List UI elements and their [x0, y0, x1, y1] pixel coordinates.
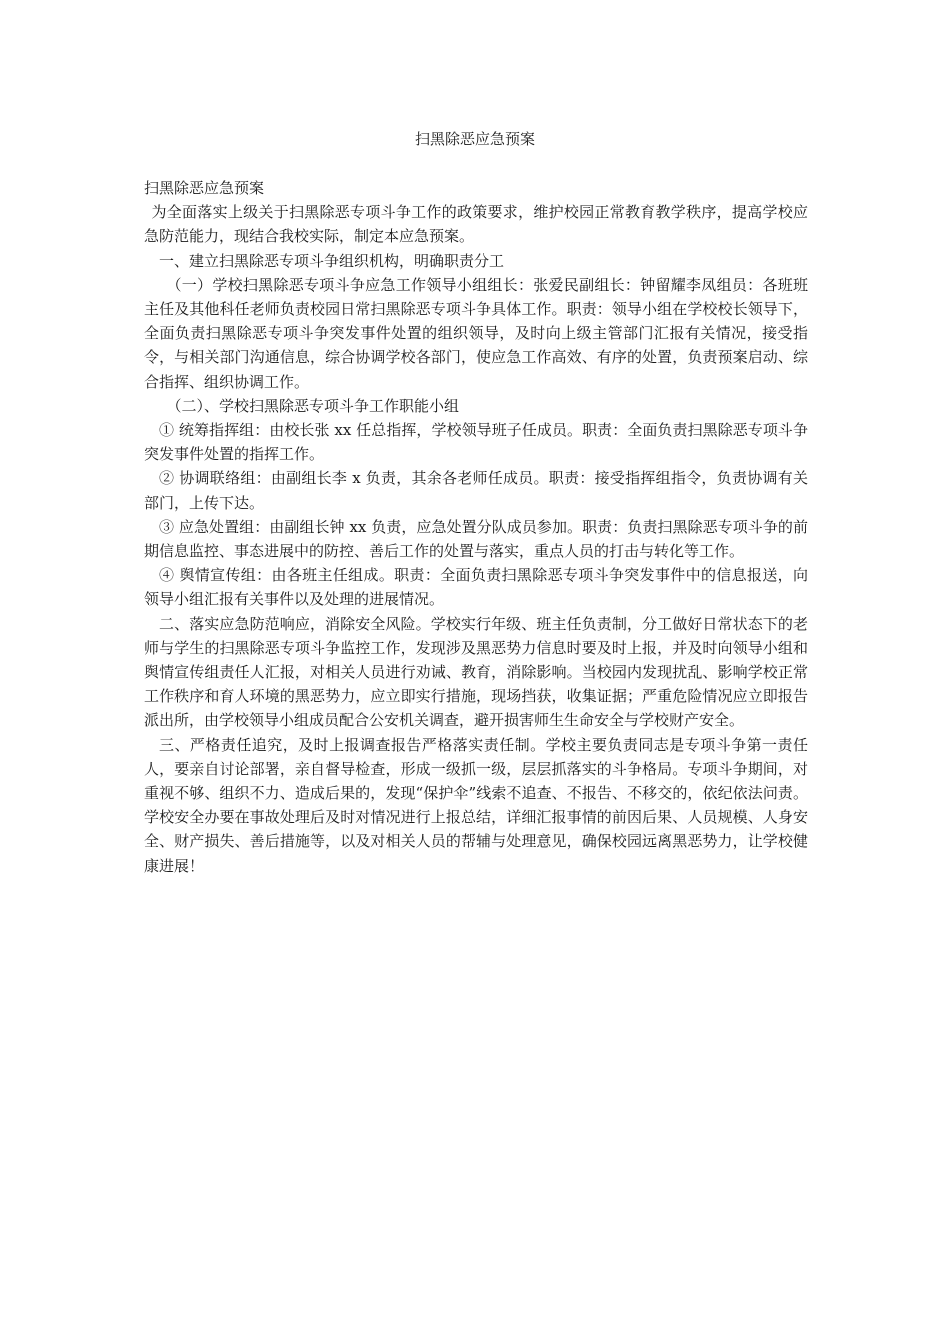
command-group-paragraph: ① 统筹指挥组：由校长张 xx 任总指挥，学校领导班子任成员。职责：全面负责扫黑除恶专项斗争突发事件处置的指挥工作。	[144, 421, 808, 464]
document-title: 扫黑除恶应急预案	[414, 130, 535, 148]
section-three-paragraph: 三、严格责任追究，及时上报调查报告严格落实责任制。学校主要负责同志是专项斗争第一责任人，要亲自讨论部署，亲自督导检查，形成一级抓一级，层层抓落实的斗争格局。专项斗争期间，对重视不够、组织不力、造成后果的，发现“保护伞”线索不追查、不报告、不移交的，依纪依法问责。学校安全办要在事故处理后及时对情况进行上报总结，详细汇报事情的前因后果、人员规模、人身安全、财产损失、善后措施等，以及对相关人员的帮辅与处理意见，确保校园远离黑恶势力，让学校健康进展！	[144, 735, 808, 875]
response-group-paragraph: ③ 应急处置组：由副组长钟 xx 负责，应急处置分队成员参加。职责：负责扫黑除恶专项斗争的前期信息监控、事态进展中的防控、善后工作的处置与落实，重点人员的打击与转化等工作。	[144, 517, 808, 561]
section-one-heading: 一、建立扫黑除恶专项斗争组织机构，明确职责分工	[159, 251, 505, 270]
functional-groups-heading: （二）、学校扫黑除恶专项斗争工作职能小组	[166, 396, 460, 415]
liaison-group-paragraph: ② 协调联络组：由副组长李 x 负责，其余各老师任成员。职责：接受指挥组指令，负责协调有关部门，上传下达。	[144, 469, 808, 512]
leadership-group-paragraph: （一）学校扫黑除恶专项斗争应急工作领导小组组长：张爱民副组长：钟留耀李凤组员：各班班主任及其他科任老师负责校园日常扫黑除恶专项斗争具体工作。职责：领导小组在学校校长领导下，全面负责扫黑除恶专项斗争突发事件处置的组织领导，及时向上级主管部门汇报有关情况，接受指令，与相关部门沟通信息，综合协调学校各部门，使应急工作高效、有序的处置，负责预案启动、综合指挥、组织协调工作。	[144, 275, 808, 391]
publicity-group-paragraph: ④ 舆情宣传组：由各班主任组成。职责：全面负责扫黑除恶专项斗争突发事件中的信息报送，向领导小组汇报有关事件以及处理的进展情况。	[144, 566, 808, 609]
section-two-paragraph: 二、落实应急防范响应，消除安全风险。学校实行年级、班主任负责制，分工做好日常状态下的老师与学生的扫黑除恶专项斗争监控工作，发现涉及黑恶势力信息时要及时上报，并及时向领导小组和舆情宣传组责任人汇报，对相关人员进行劝诫、教育，消除影响。当校园内发现扰乱、影响学校正常工作秩序和育人环境的黑恶势力，应立即实行措施，现场挡获，收集证据；严重危险情况应立即报告派出所，由学校领导小组成员配合公安机关调查，避开损害师生生命安全与学校财产安全。	[144, 614, 808, 730]
intro-paragraph: 为全面落实上级关于扫黑除恶专项斗争工作的政策要求，维护校园正常教育教学秩序，提高学校应急防范能力，现结合我校实际，制定本应急预案。	[144, 203, 808, 246]
body-heading: 扫黑除恶应急预案	[144, 179, 265, 197]
document-body	[144, 176, 808, 878]
